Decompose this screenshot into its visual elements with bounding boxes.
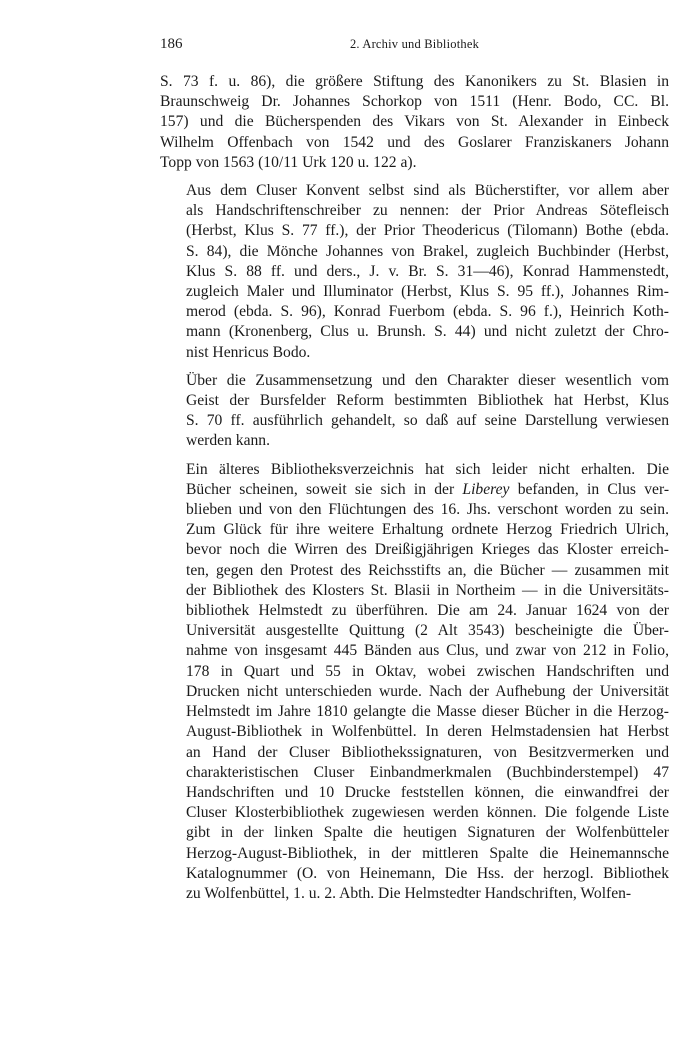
text-line: nahme von insgesamt 445 Bänden aus Clus, und zwar von 212 in Folio,: [186, 642, 669, 660]
body-text: [160, 72, 669, 904]
text-line: an Hand der Cluser Bibliothekssignaturen, von Besitzvermerken und: [186, 743, 669, 761]
text-line: Über die Zusammensetzung und den Charakter dieser wesentlich vom: [186, 371, 669, 389]
text-line: bevor noch die Wirren des Dreißigjährigen Krieges das Kloster erreich-: [186, 541, 669, 559]
text-line: der Bibliothek des Klosters St. Blasii in Northeim — in die Universitäts-: [186, 581, 669, 599]
paragraph: [160, 460, 669, 904]
text-line: zu Wolfenbüttel, 1. u. 2. Abth. Die Helmstedter Handschriften, Wolfen-: [186, 884, 632, 902]
paragraph: [160, 72, 669, 173]
text-line: Herzog-August-Bibliothek, in der mittleren Spalte die Heinemannsche: [186, 844, 669, 862]
text-line: Handschriften und 10 Drucke feststellen können, die einwandfrei der: [186, 783, 669, 801]
text-line: Topp von 1563 (10/11 Urk 120 u. 122 a).: [160, 153, 417, 171]
document-page: [160, 36, 669, 912]
text-line: Zum Glück für ihre weitere Erhaltung ordnete Herzog Friedrich Ulrich,: [186, 521, 669, 539]
text-line: Braunschweig Dr. Johannes Schorkop von 1511 (Henr. Bodo, CC. Bl.: [160, 93, 669, 111]
text-line: Katalognummer (O. von Heinemann, Die Hss. der herzogl. Bibliothek: [186, 864, 669, 882]
text-line: werden kann.: [186, 432, 270, 450]
text-line: charakteristischen Cluser Einbandmerkmalen (Buchbinderstempel) 47: [186, 763, 669, 781]
text-line: bibliothek Helmstedt zu überführen. Die am 24. Januar 1624 von der: [186, 602, 669, 620]
text-line: Wilhelm Offenbach von 1542 und des Goslarer Franziskaners Johann: [160, 133, 669, 151]
paragraph: [160, 181, 669, 363]
text-line: Geist der Bursfelder Reform bestimmten Bibliothek hat Herbst, Klus: [186, 392, 669, 410]
text-line: S. 73 f. u. 86), die größere Stiftung des Kanonikers zu St. Blasien in: [160, 73, 669, 90]
text-line: Bücher scheinen, soweit sie sich in der Liberey befanden, in Clus ver-: [186, 480, 670, 498]
text-line: nist Henricus Bodo.: [186, 343, 311, 361]
text-line: S. 84), die Mönche Johannes von Brakel, zugleich Buchbinder (Herbst,: [186, 242, 669, 260]
text-line: Ein älteres Bibliotheksverzeichnis hat sich leider nicht erhalten. Die: [186, 460, 669, 478]
text-line: 178 in Quart und 55 in Oktav, wobei zwischen Handschriften und: [186, 662, 669, 680]
text-line: zugleich Maler und Illuminator (Herbst, Klus S. 95 ff.), Johannes Rim-: [186, 283, 669, 301]
text-line: August-Bibliothek in Wolfenbüttel. In deren Helmstadensien hat Herbst: [186, 723, 669, 741]
text-line: Helmstedt im Jahre 1810 gelangte die Masse dieser Bücher in die Herzog-: [186, 703, 669, 721]
text-line: Universität ausgestellte Quittung (2 Alt 3543) bescheinigte die Über-: [186, 622, 669, 640]
text-line: Drucken nicht unterschieden wurde. Nach der Aufhebung der Universität: [186, 682, 669, 700]
text-line: Aus dem Cluser Konvent selbst sind als Bücherstifter, vor allem aber: [186, 182, 669, 200]
text-line: blieben und von den Flüchtungen des 16. Jhs. verschont worden zu sein.: [186, 501, 669, 519]
text-line: merod (ebda. S. 96), Konrad Fuerbom (ebda. S. 96 f.), Heinrich Koth-: [186, 303, 669, 321]
running-head: [160, 36, 669, 60]
page-number: 186: [160, 36, 183, 52]
text-line: mann (Kronenberg, Clus u. Brunsh. S. 44) und nicht zuletzt der Chro-: [186, 323, 669, 341]
text-line: gibt in der linken Spalte die heutigen Signaturen der Wolfenbütteler: [186, 824, 669, 842]
text-line: Klus S. 88 ff. und ders., J. v. Br. S. 31—46), Konrad Hammenstedt,: [186, 262, 669, 280]
text-line: S. 70 ff. ausführlich gehandelt, so daß auf seine Darstellung verwiesen: [186, 412, 669, 430]
text-line: Cluser Klosterbibliothek zugewiesen werden können. Die folgende Liste: [186, 804, 669, 822]
text-line: 157) und die Bücherspenden des Vikars von St. Alexander in Einbeck: [160, 113, 669, 131]
text-line: ten, gegen den Protest des Reichsstifts an, die Bücher — zusammen mit: [186, 561, 669, 579]
paragraph: [160, 371, 669, 452]
text-line: (Herbst, Klus S. 77 ff.), der Prior Theodericus (Tilomann) Bothe (ebda.: [186, 222, 669, 240]
running-title: 2. Archiv und Bibliothek: [349, 37, 480, 51]
text-line: als Handschriftenschreiber zu nennen: der Prior Andreas Sötefleisch: [186, 202, 669, 220]
